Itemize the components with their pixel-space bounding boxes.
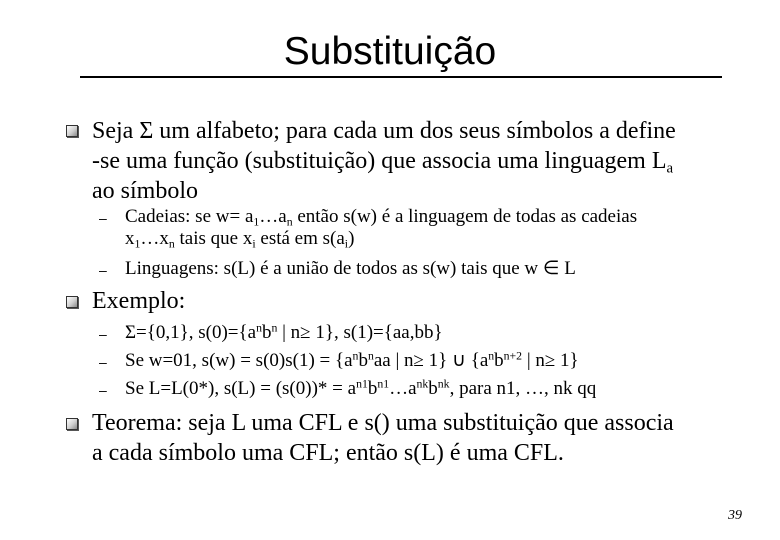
dash-icon: – [99, 326, 107, 342]
dash-icon: – [99, 382, 107, 398]
text-run: Σ={0,1}, s(0)={a [125, 322, 257, 343]
text-run: …a [259, 206, 287, 227]
superscript: n [367, 349, 374, 363]
text-run: b [494, 350, 504, 371]
text-run: Se L=L(0*), s(L) = (s(0))* = a [125, 378, 357, 399]
superscript: nk [437, 377, 450, 391]
text-run: b [367, 378, 378, 399]
page-number: 39 [728, 508, 742, 523]
text-run: -se uma função (substituição) que associa uma linguagem L [92, 148, 667, 174]
sub-bullet-text [125, 378, 745, 400]
bullet-line: Seja Σ um alfabeto; para cada um dos seus símbolos a define [92, 118, 676, 144]
subscript: 1 [253, 215, 260, 229]
superscript: n1 [377, 377, 390, 391]
text-run: b [358, 350, 368, 371]
bullet-line: Teorema: seja L uma CFL e s() uma substituição que associa [92, 410, 674, 436]
superscript: n1 [356, 377, 368, 391]
superscript: n [256, 321, 262, 335]
title-underline [80, 76, 722, 78]
superscript: n+2 [503, 349, 523, 363]
superscript: nk [416, 377, 429, 391]
superscript: n [271, 321, 278, 335]
bullet-line: Exemplo: [92, 288, 186, 314]
text-run: x [125, 228, 135, 249]
sub-bullet-line [125, 228, 745, 250]
text-run: | n≥ 1} [522, 350, 579, 371]
sub-bullet-line [125, 322, 745, 344]
text-run: …a [389, 378, 417, 399]
text-run: tais que x [174, 228, 253, 249]
bullet-line [92, 146, 732, 176]
sub-bullet-line [125, 206, 745, 228]
text-run: b [261, 322, 272, 343]
bullet-square-icon [66, 125, 78, 137]
slide-title: Substituição [283, 30, 497, 73]
sub-bullet-text [125, 206, 745, 250]
text-run: aa | n≥ 1} ∪ {a [373, 350, 489, 371]
dash-icon: – [99, 354, 107, 370]
sub-bullet-line [125, 378, 745, 400]
text-run: …x [140, 228, 169, 249]
dash-icon: – [99, 262, 107, 278]
sub-bullet-line [125, 350, 745, 372]
text-run: então s(w) é a linguagem de todas as cadeias [292, 206, 638, 227]
bullet-text [92, 286, 732, 316]
subscript: i [344, 237, 349, 251]
bullet-square-icon [66, 418, 78, 430]
text-run: Se w=01, s(w) = s(0)s(1) = {a [125, 350, 353, 371]
subscript: n [168, 237, 175, 251]
sub-bullet-text [125, 258, 745, 280]
superscript: n [352, 349, 359, 363]
bullet-text [92, 116, 732, 206]
bullet-text [92, 408, 732, 468]
text-run: | n≥ 1}, s(1)={aa,bb} [277, 322, 443, 343]
sub-bullet-text [125, 322, 745, 344]
sub-bullet-line: Linguagens: s(L) é a união de todos as s(w) tais que w ∈ L [125, 258, 576, 279]
dash-icon: – [99, 210, 107, 226]
sub-bullet-text [125, 350, 745, 372]
bullet-square-icon [66, 296, 78, 308]
subscript: 1 [134, 237, 141, 251]
subscript: a [666, 160, 674, 177]
bullet-line: ao símbolo [92, 178, 198, 204]
text-run: b [428, 378, 438, 399]
text-run: , para n1, …, nk qq [449, 378, 597, 399]
text-run: está em s(a [255, 228, 345, 249]
superscript: n [488, 349, 495, 363]
subscript: n [286, 215, 293, 229]
subscript: i [252, 237, 256, 251]
text-run: Cadeias: se w= a [125, 206, 254, 227]
bullet-line: a cada símbolo uma CFL; então s(L) é uma CFL. [92, 440, 564, 466]
text-run: ) [348, 228, 355, 249]
